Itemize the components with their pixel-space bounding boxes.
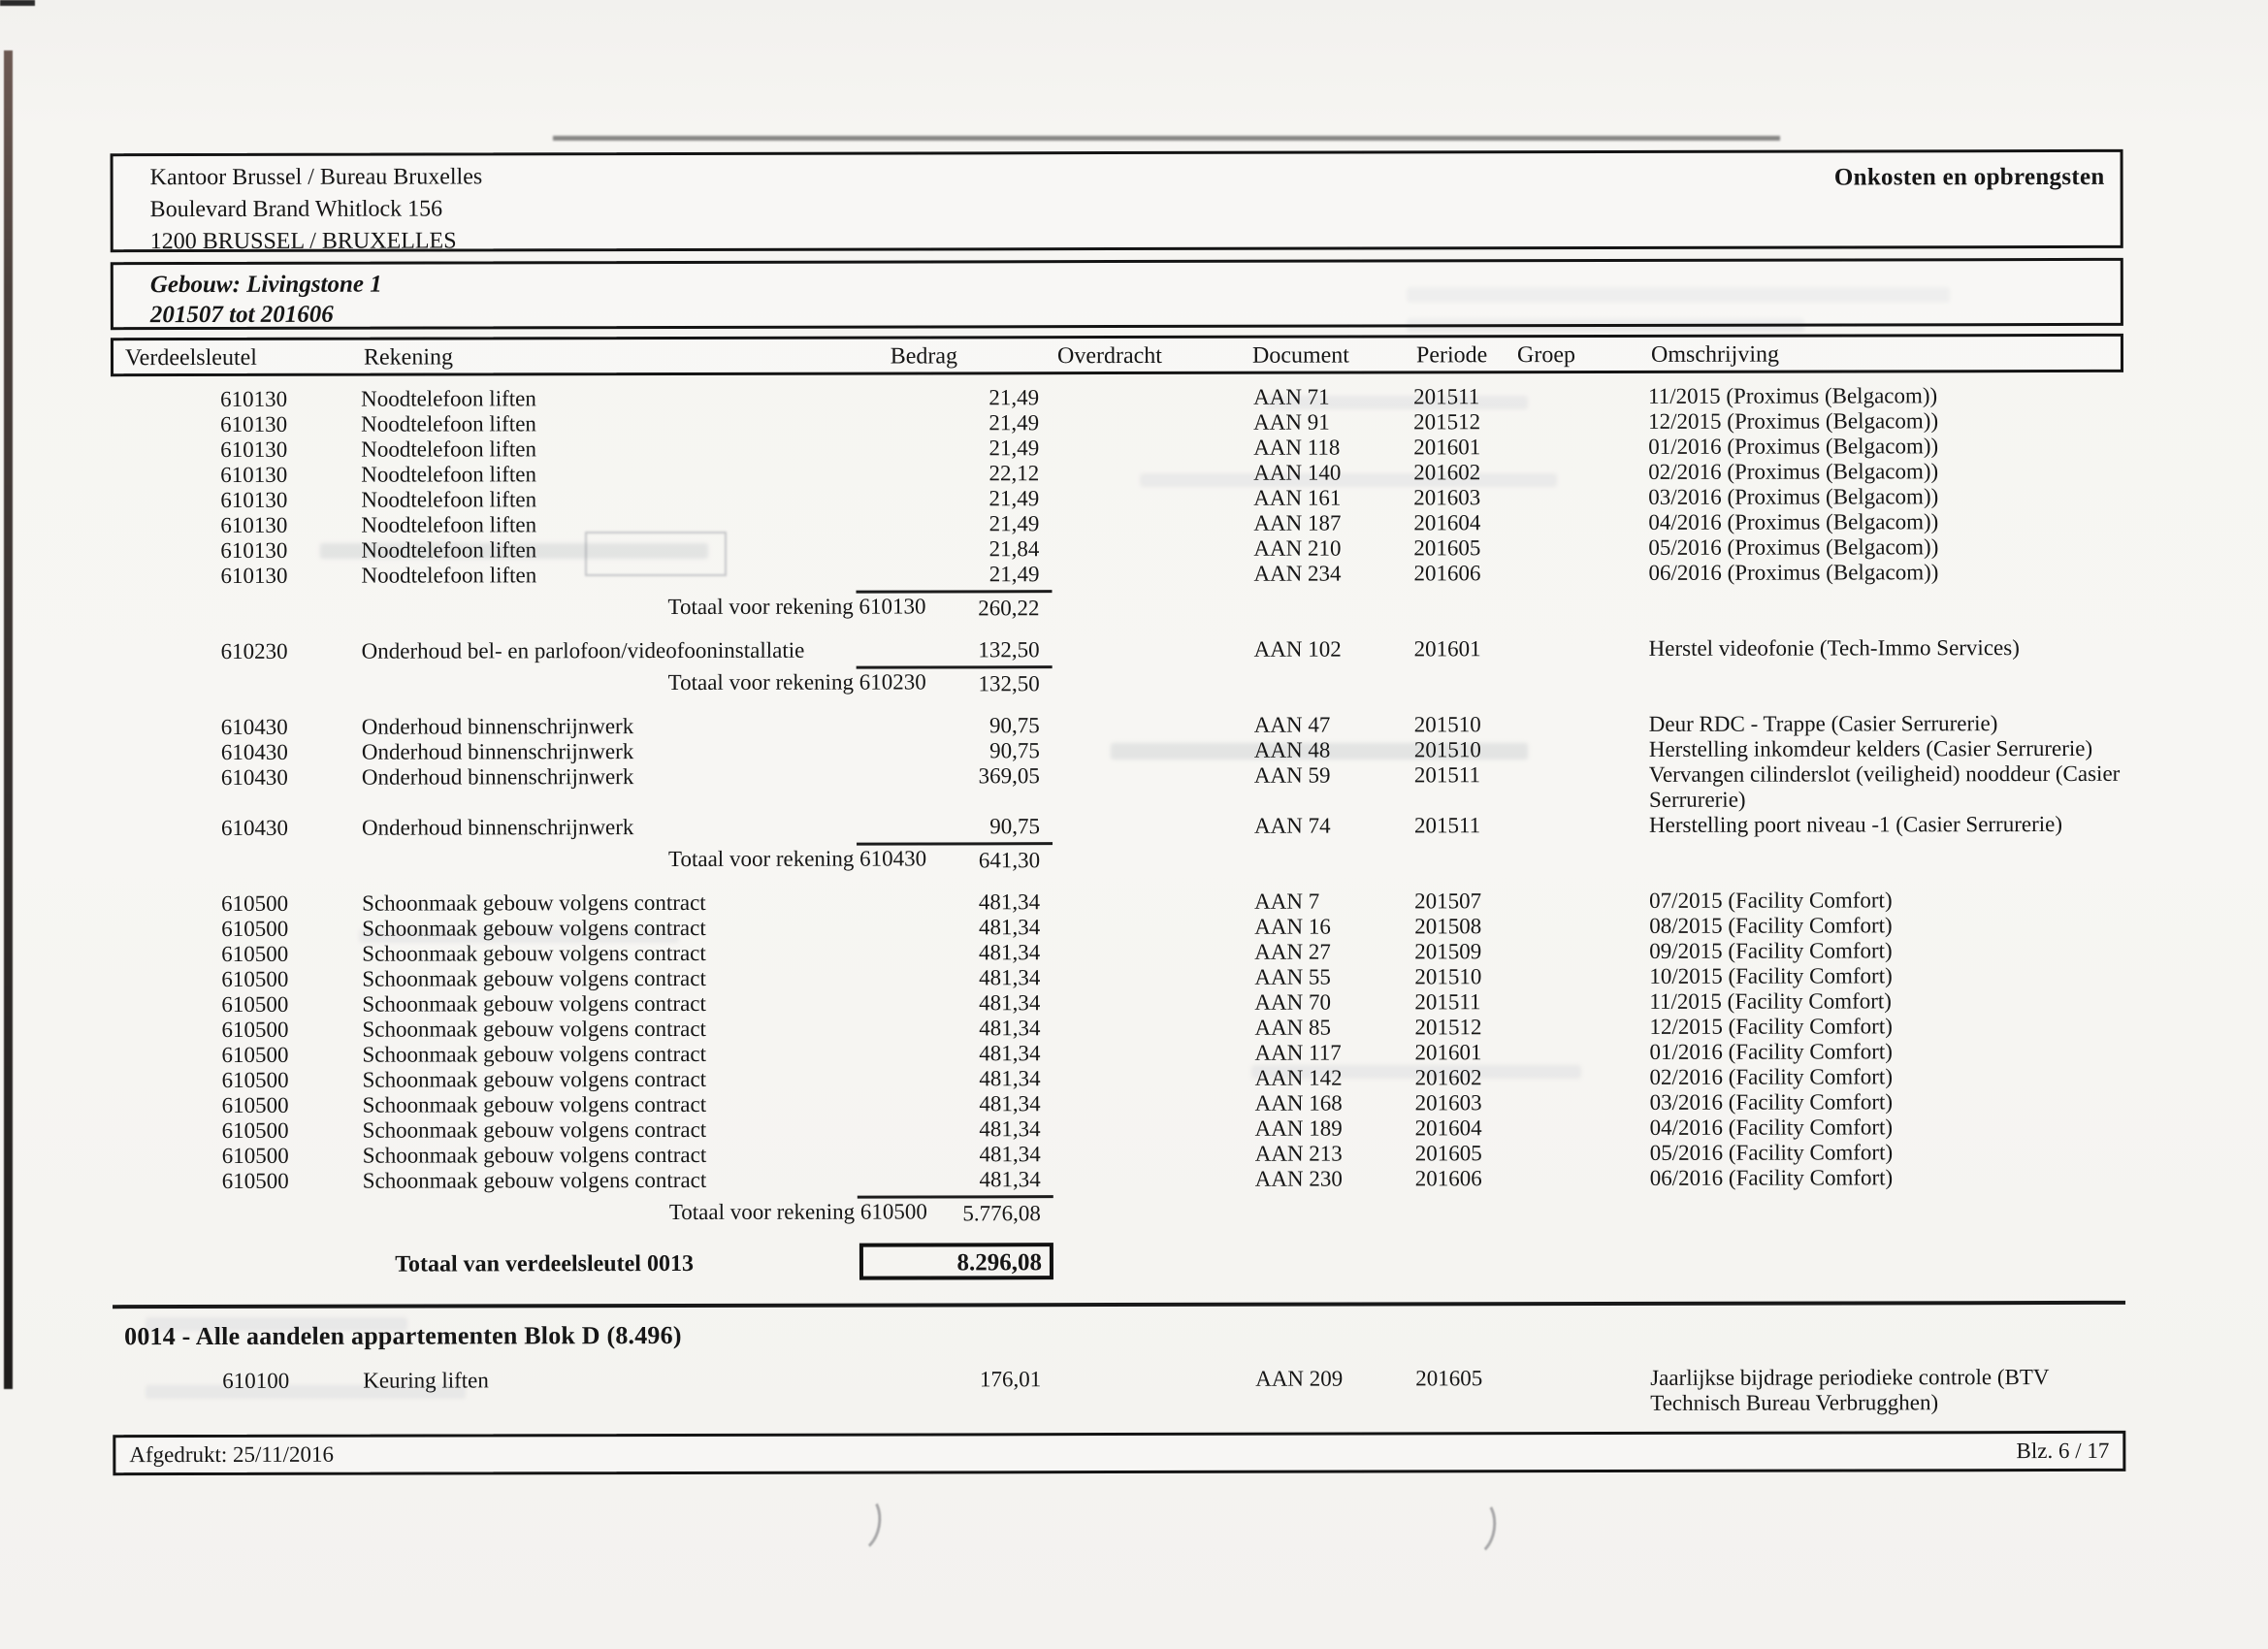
cell-rekening: Noodtelefoon liften (361, 436, 536, 462)
cell-verdeelsleutel: 610430 (220, 714, 288, 739)
cell-rekening: Schoonmaak gebouw volgens contract (362, 1142, 707, 1168)
table-header (111, 334, 2123, 376)
cell-periode: 201508 (1414, 914, 1482, 939)
cell-verdeelsleutel: 610130 (220, 411, 288, 436)
col-periode: Periode (1415, 342, 1488, 369)
cell-periode: 201511 (1413, 813, 1481, 838)
section-heading: 0014 - Alle aandelen appartementen Blok D (8.496) (124, 1320, 682, 1351)
grand-total-value: 8.296,08 (956, 1249, 1042, 1277)
cell-rekening: Noodtelefoon liften (361, 462, 537, 487)
header-box (111, 149, 2123, 255)
cell-omschrijving: Herstelling inkomdeur kelders (Casier Serrurerie) (1648, 735, 2093, 761)
cell-omschrijving: 01/2016 (Facility Comfort) (1649, 1039, 1893, 1064)
cell-bedrag: 369,05 (978, 763, 1040, 789)
total-rule (856, 590, 1052, 593)
group-total-label: Totaal voor rekening 610230 (667, 669, 926, 695)
cell-periode: 201509 (1414, 939, 1482, 964)
cell-rekening: Noodtelefoon liften (361, 537, 537, 563)
cell-omschrijving: 03/2016 (Proximus (Belgacom)) (1648, 484, 1939, 509)
group-total-row (113, 1193, 2125, 1228)
cell-document: AAN 74 (1253, 813, 1331, 838)
cell-verdeelsleutel: 610500 (221, 1117, 289, 1143)
cell-verdeelsleutel: 610130 (220, 537, 288, 563)
cell-document: AAN 70 (1254, 989, 1332, 1015)
group-total-value: 5.776,08 (962, 1201, 1041, 1226)
cell-verdeelsleutel: 610230 (220, 638, 288, 663)
cell-omschrijving: 04/2016 (Proximus (Belgacom)) (1648, 509, 1939, 534)
grand-total-label: Totaal van verdeelsleutel 0013 (395, 1250, 694, 1277)
col-bedrag: Bedrag (890, 343, 958, 370)
cell-verdeelsleutel: 610500 (221, 916, 289, 941)
cell-bedrag: 132,50 (978, 637, 1040, 663)
cell-omschrijving: Deur RDC - Trappe (Casier Serrurerie) (1648, 711, 1998, 736)
cell-verdeelsleutel: 610130 (220, 386, 288, 411)
cell-bedrag: 176,01 (979, 1367, 1042, 1392)
table-body (111, 383, 2125, 1419)
cell-periode: 201602 (1414, 1065, 1482, 1090)
cell-omschrijving: 06/2016 (Proximus (Belgacom)) (1648, 560, 1939, 585)
cell-bedrag: 481,34 (978, 889, 1041, 915)
cell-periode: 201604 (1413, 510, 1481, 535)
cell-rekening: Schoonmaak gebouw volgens contract (362, 1066, 707, 1092)
cell-rekening: Schoonmaak gebouw volgens contract (362, 1167, 707, 1193)
cell-document: AAN 117 (1254, 1040, 1342, 1065)
table-row (113, 1365, 2125, 1419)
cell-omschrijving: 05/2016 (Facility Comfort) (1649, 1140, 1894, 1165)
cell-omschrijving: 12/2015 (Proximus (Belgacom)) (1648, 408, 1939, 434)
cell-verdeelsleutel: 610100 (222, 1368, 290, 1393)
cell-rekening: Schoonmaak gebouw volgens contract (362, 1091, 707, 1117)
cell-periode: 201603 (1414, 1090, 1482, 1116)
cell-rekening: Noodtelefoon liften (361, 411, 536, 436)
col-omschrijving: Omschrijving (1650, 341, 1780, 368)
grand-total-box (859, 1243, 1053, 1279)
cell-bedrag: 481,34 (978, 915, 1041, 940)
table-row (112, 635, 2124, 664)
cell-periode: 201601 (1413, 435, 1481, 460)
cell-rekening: Onderhoud binnenschrijnwerk (361, 739, 634, 764)
cell-omschrijving: Jaarlijkse bijdrage periodieke controle (BTV Technisch Bureau Verbrugghen) (1650, 1365, 2050, 1415)
cell-omschrijving: 07/2015 (Facility Comfort) (1649, 888, 1893, 913)
cell-periode: 201511 (1414, 989, 1481, 1015)
cell-omschrijving: 12/2015 (Facility Comfort) (1649, 1014, 1893, 1039)
cell-rekening: Schoonmaak gebouw volgens contract (362, 1116, 707, 1143)
cell-periode: 201511 (1413, 762, 1481, 788)
cell-periode: 201604 (1414, 1116, 1482, 1141)
cell-document: AAN 7 (1254, 889, 1320, 914)
footer-box (113, 1431, 2125, 1475)
printed-date: Afgedrukt: 25/11/2016 (129, 1441, 334, 1468)
page-number: Blz. 6 / 17 (2016, 1438, 2110, 1464)
cell-rekening: Schoonmaak gebouw volgens contract (362, 1041, 707, 1067)
cell-rekening: Onderhoud binnenschrijnwerk (361, 714, 634, 739)
cell-periode: 201601 (1414, 1040, 1482, 1065)
cell-document: AAN 16 (1254, 914, 1331, 939)
col-overdracht: Overdracht (1056, 342, 1162, 370)
cell-omschrijving: 02/2016 (Proximus (Belgacom)) (1648, 459, 1939, 484)
cell-bedrag: 90,75 (989, 713, 1040, 738)
cell-rekening: Noodtelefoon liften (361, 487, 537, 512)
cell-verdeelsleutel: 610130 (220, 512, 288, 537)
total-rule (858, 1195, 1053, 1198)
cell-document: AAN 27 (1254, 939, 1331, 964)
cell-verdeelsleutel: 610130 (220, 462, 288, 487)
cell-document: AAN 140 (1253, 460, 1342, 485)
cell-periode: 201603 (1413, 485, 1481, 510)
cell-omschrijving: 11/2015 (Proximus (Belgacom)) (1648, 383, 1938, 408)
cell-omschrijving: Herstel videofonie (Tech-Immo Services) (1648, 635, 2020, 661)
group-total-value: 260,22 (978, 596, 1040, 621)
cell-bedrag: 481,34 (979, 990, 1041, 1016)
cell-document: AAN 161 (1253, 485, 1342, 510)
cell-omschrijving: 01/2016 (Proximus (Belgacom)) (1648, 434, 1939, 459)
cell-document: AAN 48 (1253, 737, 1331, 762)
cell-rekening: Schoonmaak gebouw volgens contract (362, 915, 706, 941)
cell-document: AAN 189 (1254, 1116, 1343, 1141)
cell-periode: 201511 (1413, 384, 1480, 409)
group-total-row (112, 663, 2124, 698)
group-total-value: 641,30 (978, 848, 1041, 873)
office-name: Kantoor Brussel / Bureau Bruxelles (149, 164, 483, 191)
cell-bedrag: 481,34 (979, 1142, 1041, 1167)
cell-verdeelsleutel: 610500 (221, 1143, 289, 1168)
cell-document: AAN 230 (1254, 1166, 1343, 1191)
cell-document: AAN 234 (1253, 561, 1342, 586)
group-total-row (112, 840, 2124, 875)
cell-rekening: Schoonmaak gebouw volgens contract (362, 965, 706, 991)
cell-document: AAN 187 (1253, 510, 1342, 535)
cell-verdeelsleutel: 610500 (221, 991, 289, 1017)
cell-bedrag: 481,34 (979, 1116, 1041, 1142)
col-groep: Groep (1516, 342, 1575, 369)
cell-document: AAN 59 (1253, 762, 1331, 788)
cell-bedrag: 21,49 (988, 410, 1040, 436)
table-row (113, 1165, 2125, 1194)
cell-document: AAN 91 (1253, 409, 1330, 435)
cell-verdeelsleutel: 610130 (220, 487, 288, 512)
cell-document: AAN 71 (1253, 384, 1330, 409)
cell-omschrijving: 11/2015 (Facility Comfort) (1649, 988, 1892, 1014)
cell-periode: 201512 (1413, 409, 1481, 435)
table-row (111, 560, 2123, 589)
cell-document: AAN 85 (1254, 1015, 1332, 1040)
cell-document: AAN 47 (1253, 712, 1331, 737)
office-city: 1200 BRUSSEL / BRUXELLES (149, 228, 457, 255)
report-title: Onkosten en opbrengsten (1833, 163, 2105, 191)
total-rule (857, 665, 1053, 668)
cell-document: AAN 209 (1255, 1366, 1344, 1391)
cell-bedrag: 21,49 (988, 385, 1040, 410)
cell-verdeelsleutel: 610130 (220, 563, 288, 588)
cell-document: AAN 213 (1254, 1141, 1343, 1166)
cell-rekening: Noodtelefoon liften (361, 512, 537, 537)
cell-rekening: Schoonmaak gebouw volgens contract (362, 889, 706, 916)
cell-periode: 201601 (1413, 636, 1481, 662)
cell-bedrag: 481,34 (979, 965, 1041, 990)
cell-verdeelsleutel: 610500 (221, 941, 289, 966)
cell-periode: 201602 (1413, 460, 1481, 485)
cell-verdeelsleutel: 610500 (221, 890, 289, 916)
group-total-label: Totaal voor rekening 610130 (667, 594, 926, 620)
cell-rekening: Schoonmaak gebouw volgens contract (362, 940, 706, 966)
cell-bedrag: 481,34 (979, 1016, 1041, 1041)
cell-verdeelsleutel: 610500 (221, 1042, 289, 1067)
cell-rekening: Keuring liften (363, 1368, 489, 1393)
cell-document: AAN 102 (1253, 636, 1342, 662)
cell-rekening: Onderhoud binnenschrijnwerk (361, 815, 634, 840)
cell-omschrijving: 02/2016 (Facility Comfort) (1649, 1064, 1893, 1089)
cell-periode: 201510 (1414, 964, 1482, 989)
cell-verdeelsleutel: 610500 (221, 1092, 289, 1117)
cell-periode: 201605 (1413, 535, 1481, 561)
building-name: Gebouw: Livingstone 1 (149, 271, 382, 299)
cell-bedrag: 481,34 (979, 1041, 1041, 1066)
cell-periode: 201510 (1413, 712, 1481, 737)
cell-document: AAN 55 (1254, 964, 1331, 989)
cell-omschrijving: 09/2015 (Facility Comfort) (1649, 938, 1893, 963)
total-rule (857, 842, 1053, 845)
cell-periode: 201510 (1413, 737, 1481, 762)
building-box (111, 258, 2123, 330)
cell-rekening: Schoonmaak gebouw volgens contract (362, 1016, 706, 1042)
cell-document: AAN 142 (1254, 1065, 1343, 1090)
cell-verdeelsleutel: 610430 (220, 764, 288, 790)
cell-bedrag: 21,49 (988, 562, 1040, 587)
cell-bedrag: 481,34 (978, 940, 1041, 965)
cell-omschrijving: 10/2015 (Facility Comfort) (1649, 963, 1893, 988)
cell-periode: 201605 (1414, 1141, 1482, 1166)
table-row (112, 761, 2124, 816)
cell-verdeelsleutel: 610130 (220, 436, 288, 462)
cell-bedrag: 22,12 (988, 461, 1040, 486)
cell-rekening: Noodtelefoon liften (361, 386, 536, 411)
grand-total-row (113, 1241, 2125, 1287)
cell-periode: 201512 (1414, 1015, 1482, 1040)
cell-verdeelsleutel: 610500 (221, 966, 289, 991)
groups-mount (111, 383, 2125, 1228)
col-document: Document (1251, 342, 1349, 369)
group-total-label: Totaal voor rekening 610430 (668, 846, 927, 872)
cell-omschrijving: 04/2016 (Facility Comfort) (1649, 1115, 1894, 1140)
cell-omschrijving: 08/2015 (Facility Comfort) (1649, 913, 1893, 938)
cell-omschrijving: 03/2016 (Facility Comfort) (1649, 1089, 1894, 1115)
cell-periode: 201507 (1414, 889, 1482, 914)
col-verdeelsleutel: Verdeelsleutel (124, 344, 257, 372)
cell-bedrag: 21,49 (988, 436, 1040, 461)
cell-omschrijving: 06/2016 (Facility Comfort) (1649, 1165, 1894, 1190)
group-total-value: 132,50 (978, 671, 1040, 696)
section-rows-mount (113, 1365, 2125, 1419)
office-street: Boulevard Brand Whitlock 156 (149, 196, 443, 223)
cell-rekening: Noodtelefoon liften (361, 563, 537, 588)
cell-bedrag: 21,49 (988, 511, 1040, 536)
cell-bedrag: 21,84 (988, 536, 1040, 562)
cell-verdeelsleutel: 610430 (220, 815, 289, 840)
cell-bedrag: 481,34 (979, 1167, 1041, 1192)
cell-rekening: Schoonmaak gebouw volgens contract (362, 990, 706, 1017)
cell-periode: 201605 (1415, 1366, 1483, 1391)
cell-omschrijving: Vervangen cilinderslot (veiligheid) nooddeur (Casier Serrurerie) (1648, 760, 2121, 812)
cell-rekening: Onderhoud binnenschrijnwerk (361, 764, 634, 790)
cell-bedrag: 90,75 (989, 738, 1040, 763)
cell-bedrag: 90,75 (989, 814, 1041, 839)
cell-verdeelsleutel: 610500 (221, 1017, 289, 1042)
group-total-label: Totaal voor rekening 610500 (668, 1199, 927, 1225)
section-divider (113, 1301, 2125, 1309)
cell-document: AAN 168 (1254, 1090, 1343, 1116)
cell-bedrag: 481,34 (979, 1066, 1041, 1091)
cell-omschrijving: 05/2016 (Proximus (Belgacom)) (1648, 534, 1939, 560)
cell-periode: 201606 (1413, 561, 1481, 586)
cell-verdeelsleutel: 610430 (220, 739, 288, 764)
period-range: 201507 tot 201606 (149, 301, 334, 329)
cell-verdeelsleutel: 610500 (221, 1168, 289, 1193)
group-total-row (111, 588, 2123, 623)
col-rekening: Rekening (363, 344, 454, 371)
cell-verdeelsleutel: 610500 (221, 1067, 289, 1092)
cell-bedrag: 21,49 (988, 486, 1040, 511)
cell-bedrag: 481,34 (979, 1091, 1041, 1116)
cell-omschrijving: Herstelling poort niveau -1 (Casier Serrurerie) (1648, 811, 2063, 837)
cell-periode: 201606 (1414, 1166, 1482, 1191)
cell-document: AAN 210 (1253, 535, 1342, 561)
cell-document: AAN 118 (1253, 435, 1341, 460)
cell-rekening: Onderhoud bel- en parlofoon/videofooninstallatie (361, 637, 805, 663)
table-row (112, 812, 2124, 841)
